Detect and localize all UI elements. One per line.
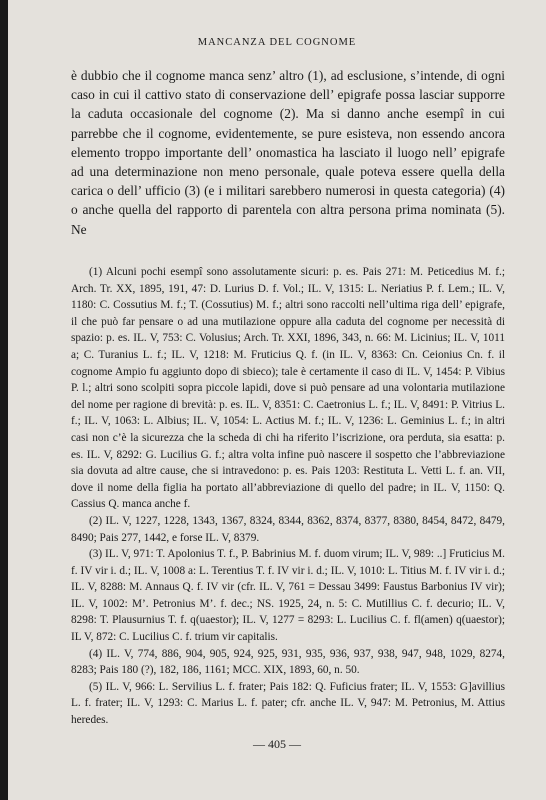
footnote-3: (3) IL. V, 971: T. Apolonius T. f., P. Babrinius M. f. duom virum; IL. V, 989: ..] Fruticius M. f. IV vir i. d.; IL. V, 1008 a: L. Terentius T. f. IV vir i. d.; IL. V, 1010: L. Titius M. f. IV vir i. d.; IL. V, 8288: M. Annaus Q. f. IV vir (cfr. IL. V, 761 = Dessau 3499: Faustus Barbonius IV vir); IL. V, 1002: M’. Petronius M’. f. dec.; NS. 1925, 24, n. 5: C. Mutillius C. f. decurio; IL. V, 8298: T. Plausurnius T. f. q(uaestor); IL. V, 1277 = 8293: L. Lucilius C. f. fl(amen) q(uaestor); IL V, 872: C. Lucilius C. f. trium vir capitalis. (71, 548, 505, 644)
page-number: — 405 — (253, 737, 301, 751)
footnote-4: (4) IL. V, 774, 886, 904, 905, 924, 925, 931, 935, 936, 937, 938, 947, 948, 1029, 8274, 8283; Pais 180 (?), 182, 186, 1161; MCC. XIX, 1893, 60, n. 50. (71, 647, 505, 677)
running-title: MANCANZA DEL COGNOME (197, 37, 357, 48)
footnote-2: (2) IL. V, 1227, 1228, 1343, 1367, 8324, 8344, 8362, 8374, 8377, 8380, 8454, 8472, 8479, 8490; Pais 277, 1442, e forse IL. V, 8379. (71, 514, 505, 544)
footnotes (71, 264, 505, 729)
footnote-5: (5) IL. V, 966: L. Servilius L. f. frater; Pais 182: Q. Fuficius frater; IL. V, 1553: G]avillius L. f. frater; IL. V, 1293: C. Marius L. f. pater; cfr. anche IL. V, 947: M. Petronius, M. Attius heredes. (71, 680, 505, 727)
body-paragraph: è dubbio che il cognome manca senz’ altro (1), ad esclusione, s’intende, di ogni caso in cui il cattivo stato di conservazione dell’ epigrafe possa lasciar supporre la caduta occasionale del cognome (2). Ma si danno anche esempî in cui parrebbe che il cognome, evidentemente, se pure esisteva, non essendo ancora elemento troppo importante dell’ onomastica ha lasciato il luogo nell’ epigrafe ad una determinazione non meno personale, quale poteva essere quella della carica o dell’ ufficio (3) (e i militari sarebbero numerosi in questa categoria) (4) o anche quella del rapporto di parentela con altra persona prima nominata (5). Ne (71, 68, 505, 237)
footnote-1: (1) Alcuni pochi esempî sono assolutamente sicuri: p. es. Pais 271: M. Peticedius M. f.; Arch. Tr. XX, 1895, 191, 47: D. Lurius D. f. Vol.; IL. V, 1315: L. Neriatius P. f. Lem.; IL. V, 1180: C. Cossutius M. f.; T. (Cossutius) M. f.; altri sono raccolti nell’ultima riga dell’ epigrafe, il che può far pensare o ad una mutilazione oppure alla caduta del cognome per necessità di spazio: p. es. IL. V, 753: C. Volusius; Arch. Tr. XXI, 1896, 343, n. 66: M. Licinius; IL. V, 1011 a; C. Turanius L. f.; IL. V, 1218: M. Fruticius Q. f. (in IL. V, 8363: Cn. Ceionius Cn. f. il cognome Ampio fu aggiunto dopo di sbieco); tale è certamente il caso di IL. V, 1454: P. Vibius P. l.; altri sono scolpiti sopra piccole lapidi, dove si può pensare ad una volontaria mutilazione del nome per ragione di brevità: p. es. IL. V, 8351: C. Caetronius L. f.; IL. V, 8491: P. Vitrius L. f.; IL. V, 1063: L. Albius; IL. V, 1054: L. Actius M. f.; IL. V, 1236: L. Geminius L. f.; in altri casi non c’è la sicurezza che la scheda di chi ha riferito l’iscrizione, ora perduta, sia esatta: p. es. IL. V, 8292: G. Lucilius G. f.; altra volta infine può nascere il sospetto che l’abbreviazione sia dovuta ad altre cause, che si intravedono: p. es. Pais 1203: Restituta L. Vetti L. f. an. VII, dove il nome della figlia ha portato all’abbreviazione di quello del padre; in IL. V, 1150: Q. Cassius Q. manca anche f. (71, 266, 505, 511)
main-text (71, 66, 505, 239)
book-page (8, 0, 546, 800)
